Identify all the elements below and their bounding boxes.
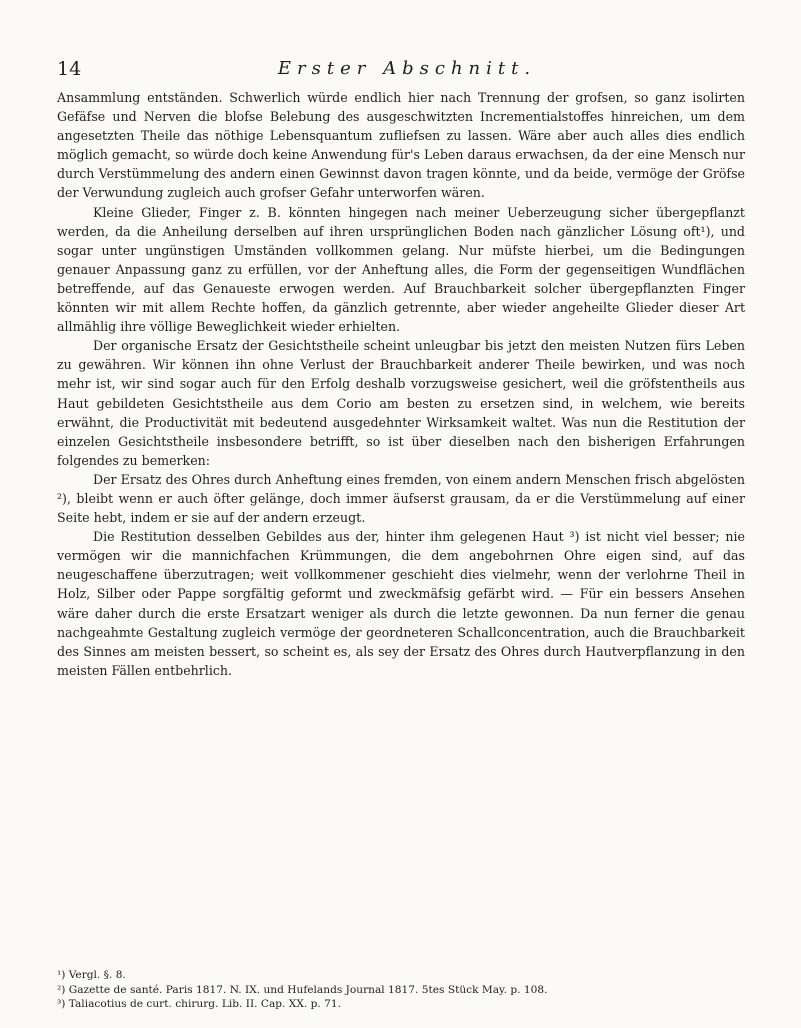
paragraph: Der Ersatz des Ohres durch Anheftung eines fremden, von einem andern Menschen frisch abgelösten ²), bleibt wenn er auch öfter gelänge, doch immer äufserst grausam, da er die Verstümmelung auf einer Seite hebt, indem er sie auf der andern erzeugt. xyxy=(57,471,745,526)
paragraph: Ansammlung entständen. Schwerlich würde endlich hier nach Trennung der grofsen, so ganz isolirten Gefäfse und Nerven die blofse Belebung des ausgeschwitzten Incrementialstoffes hinreichen, um dem angesetzten Theile das nöthige Lebensquantum zufliefsen zu lassen. Wäre aber auch alles dies endlich möglich gemacht, so würde doch keine Anwendung für's Leben daraus erwachsen, da der eine Mensch nur durch Verstümmelung des andern einen Gewinnst davon tragen könnte, und da beide, vermöge der Gröfse der Verwundung zugleich auch grofser Gefahr unterworfen wären. xyxy=(57,90,745,201)
footnotes xyxy=(57,968,745,1012)
page-number: 14 xyxy=(57,58,82,80)
body-text xyxy=(57,88,745,680)
page-header xyxy=(57,58,757,82)
footnote: ³) Taliacotius de curt. chirurg. Lib. II. Cap. XX. p. 71. xyxy=(57,998,341,1010)
paragraph: Der organische Ersatz der Gesichtstheile scheint unleugbar bis jetzt den meisten Nutzen fürs Leben zu gewähren. Wir können ihn ohne Verlust der Brauchbarkeit anderer Theile bewirken, und was noch mehr ist, wir sind sogar auch für den Erfolg deshalb vorzugsweise gesichert, weil die gröfstentheils aus Haut gebildeten Gesichtstheile aus dem Corio am besten zu ersetzen sind, in welchem, wie bereits erwähnt, die Productivität mit bedeutend ausgedehnter Wirksamkeit waltet. Was nun die Restitution der einzelen Gesichtstheile insbesondere betrifft, so ist über dieselben nach den bisherigen Erfahrungen folgendes zu bemerken: xyxy=(57,338,745,468)
paragraph: Kleine Glieder, Finger z. B. könnten hingegen nach meiner Ueberzeugung sicher übergepflanzt werden, da die Anheilung derselben auf ihren ursprünglichen Boden nach gänzlicher Lösung oft¹), und sogar unter ungünstigen Umständen vollkommen gelang. Nur müfste hierbei, um die Bedingungen genauer Anpassung ganz zu erfüllen, vor der Anheftung alles, die Form der gegenseitigen Wundflächen betreffende, auf das Genaueste erwogen werden. Auf Brauchbarkeit solcher übergepflanzten Finger könnten wir mit allem Rechte hoffen, da gänzlich getrennte, aber wieder angeheilte Glieder dieser Art allmählig ihre völlige Beweglichkeit wieder erhielten. xyxy=(57,204,745,335)
paragraph: Die Restitution desselben Gebildes aus der, hinter ihm gelegenen Haut ³) ist nicht viel besser; nie vermögen wir die mannichfachen Krümmungen, die dem angebohrnen Ohre eigen sind, auf das neugeschaffene überzutragen; weit vollkommener geschieht dies vielmehr, wenn der verlohrne Theil in Holz, Silber oder Pappe sorgfältig geformt und zweckmäfsig gefärbt wird. — Für ein bessers Ansehen wäre daher durch die erste Ersatzart weniger als durch die letzte gewonnen. Da nun ferner die genau nachgeahmte Gestaltung zugleich vermöge der geordneteren Schallconcentration, auch die Brauchbarkeit des Sinnes am meisten bessert, so scheint es, als sey der Ersatz des Ohres durch Hautverpflanzung in den meisten Fällen entbehrlich. xyxy=(57,529,745,678)
footnote: ¹) Vergl. §. 8. xyxy=(57,969,126,981)
running-head: Erster Abschnitt. xyxy=(277,58,537,79)
footnote: ²) Gazette de santé. Paris 1817. N. IX. und Hufelands Journal 1817. 5tes Stück May. p. 108. xyxy=(57,983,548,996)
